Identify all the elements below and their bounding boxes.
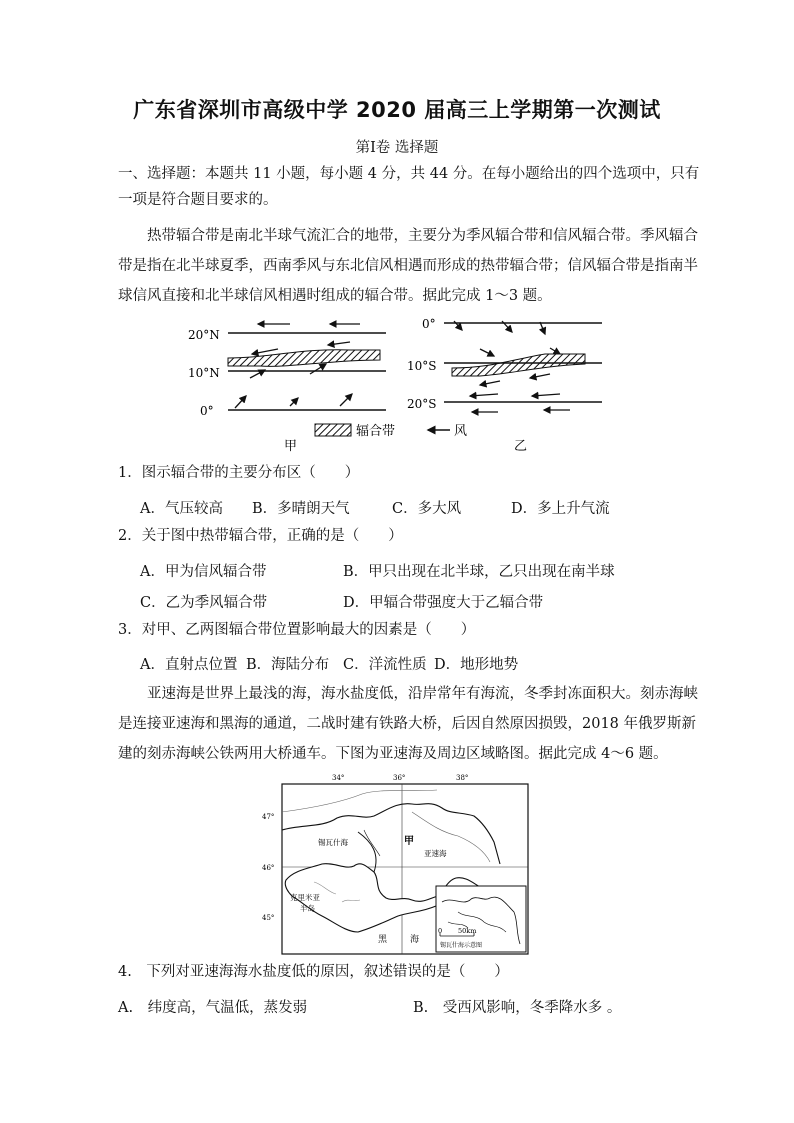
- q4-option-a: A. 纬度高，气温低，蒸发弱: [118, 1000, 308, 1016]
- lat-label-10s: 10°S: [407, 359, 437, 373]
- svg-text:0: 0: [438, 927, 443, 935]
- q1-option-d: D．多上升气流: [511, 501, 610, 517]
- label-black-1: 黑: [378, 935, 388, 945]
- panel-yi: [407, 317, 602, 454]
- passage1-line-3: 球信风直接和北半球信风相遇时组成的辐合带。据此完成 1～3 题。: [118, 288, 552, 304]
- q1-option-b: B．多晴朗天气: [252, 501, 350, 517]
- question-3-stem: 3．对甲、乙两图辐合带位置影响最大的因素是（ ）: [118, 622, 476, 638]
- q1-option-c: C．多大风: [392, 501, 462, 517]
- caption-jia: 甲: [284, 439, 298, 454]
- question-1-stem: 1．图示辐合带的主要分布区（ ）: [118, 465, 360, 481]
- legend-wind-label: 风: [454, 424, 468, 439]
- q2-option-a: A．甲为信风辐合带: [140, 564, 267, 580]
- label-crimea-2: 半岛: [300, 904, 315, 913]
- lat-label-20n: 20°N: [188, 328, 220, 342]
- lon-label-34: 34°: [332, 774, 345, 782]
- lat-label-46: 46°: [262, 864, 275, 872]
- label-jia: 甲: [404, 836, 414, 847]
- legend-band-swatch: [315, 424, 351, 436]
- q3-option-c: C．洋流性质: [343, 657, 427, 673]
- caption-yi: 乙: [514, 439, 528, 454]
- label-black-2: 海: [410, 935, 420, 945]
- lon-label-36: 36°: [393, 774, 406, 782]
- lat-label-45: 45°: [262, 914, 275, 922]
- q1-option-a: A．气压较高: [140, 501, 223, 517]
- lat-label-47: 47°: [262, 813, 275, 821]
- convergence-zone-figure: [180, 312, 620, 457]
- page-title: 广东省深圳市高级中学 2020 届高三上学期第一次测试: [133, 98, 661, 122]
- figure-legend: [315, 423, 467, 439]
- label-sivash-sea: 锡瓦什海: [318, 838, 348, 847]
- lat-label-0: 0°: [200, 404, 214, 418]
- section-heading: 第Ⅰ卷 选择题: [355, 140, 439, 156]
- instructions-line-2: 一项是符合题目要求的。: [118, 192, 278, 208]
- q2-option-d: D．甲辐合带强度大于乙辐合带: [343, 595, 544, 611]
- legend-band-label: 辐合带: [356, 424, 396, 439]
- q3-option-d: D．地形地势: [434, 657, 519, 673]
- q4-option-b: B. 受西风影响，冬季降水多 。: [413, 1000, 622, 1016]
- question-4-stem: 4. 下列对亚速海海水盐度低的原因，叙述错误的是（ ）: [118, 964, 509, 980]
- lat-label-20s: 20°S: [407, 397, 437, 411]
- lat-label-10n: 10°N: [188, 366, 220, 380]
- q3-option-a: A．直射点位置: [140, 657, 238, 673]
- inset-map: [436, 886, 526, 952]
- instructions-line-1: 一、选择题：本题共 11 小题，每小题 4 分，共 44 分。在每小题给出的四个选项中，只有: [118, 166, 700, 182]
- azov-sea-map: [262, 772, 538, 958]
- label-azov-sea: 亚速海: [424, 849, 447, 858]
- scale-label: 50km: [458, 927, 477, 935]
- passage2-line-2: 是连接亚速海和黑海的通道，二战时建有铁路大桥，后因自然原因损毁，2018 年俄罗斯新: [118, 716, 697, 732]
- passage1-line-1: 热带辐合带是南北半球气流汇合的地带，主要分为季风辐合带和信风辐合带。季风辐合: [147, 228, 698, 244]
- q2-option-b: B．甲只出现在北半球，乙只出现在南半球: [343, 564, 615, 580]
- passage2-line-3: 建的刻赤海峡公铁两用大桥通车。下图为亚速海及周边区域略图。据此完成 4～6 题。: [118, 746, 668, 762]
- passage1-line-2: 带是指在北半球夏季，西南季风与东北信风相遇而形成的热带辐合带；信风辐合带是指南半: [118, 258, 698, 274]
- lat-label-0-right: 0°: [422, 317, 436, 331]
- lon-label-38: 38°: [456, 774, 469, 782]
- q2-option-c: C．乙为季风辐合带: [140, 595, 268, 611]
- question-2-stem: 2．关于图中热带辐合带，正确的是（ ）: [118, 528, 403, 544]
- label-crimea-1: 克里米亚: [290, 893, 320, 902]
- passage2-line-1: 亚速海是世界上最浅的海，海水盐度低，沿岸常年有海流，冬季封冻面积大。刻赤海峡: [147, 686, 698, 702]
- q3-option-b: B．海陆分布: [246, 657, 330, 673]
- inset-caption: 锡瓦什海示意图: [440, 942, 483, 949]
